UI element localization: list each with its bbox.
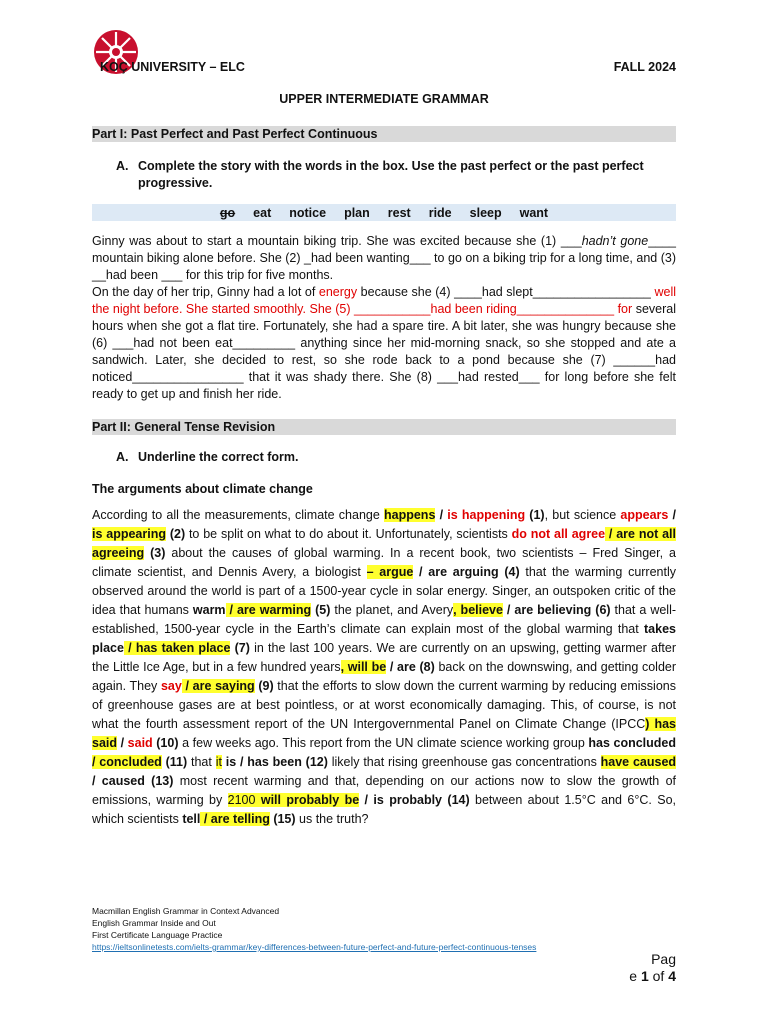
page-number [629, 951, 676, 985]
option-text: / is probably [359, 793, 443, 807]
option-highlighted: / are saying [181, 679, 255, 693]
question-number: (5) [311, 603, 331, 617]
option-highlighted: – argue [366, 565, 414, 579]
passage-text: that the warming currently observed around the world is part of a 1500-year cycle in solar energy. Singer, an outspoken critic of the idea that humans [92, 565, 676, 617]
question-number: (3) [144, 546, 166, 560]
option-highlighted: is appearing [92, 527, 166, 541]
document-header [92, 26, 676, 78]
option-text: has concluded [588, 736, 677, 750]
passage-title: The arguments about climate change [92, 482, 313, 496]
option-red: do not all agree [511, 527, 606, 541]
passage-text: According to all the measurements, climate change [92, 508, 384, 522]
part2-instruction [92, 449, 676, 466]
word-box-item: go [219, 205, 236, 220]
word-box-item: eat [253, 205, 272, 220]
passage-text: about the causes of global warming. In a recent book, two scientists – Fred Singer, a climate scientist, and Dennis Avery, a biologist [92, 546, 676, 579]
option-highlighted: will probably be [255, 793, 360, 807]
option-red: say [160, 679, 182, 693]
passage-text: most recent warming and that, depending on our actions now to slow the growth of emissions, warming by [92, 774, 676, 807]
part1-heading: Part I: Past Perfect and Past Perfect Continuous [92, 126, 676, 142]
question-number: (15) [269, 812, 296, 826]
word-box-item: ride [428, 205, 452, 220]
question-number: (4) [498, 565, 520, 579]
option-text: tell [182, 812, 201, 826]
part2-heading: Part II: General Tense Revision [92, 419, 676, 435]
option-highlighted: / concluded [92, 755, 162, 769]
passage-text: a few weeks ago. This report from the UN climate science working group [178, 736, 589, 750]
option-highlighted: , will be [340, 660, 387, 674]
word-box [92, 204, 676, 221]
option-highlighted: / are warming [225, 603, 312, 617]
option-highlighted: have caused [600, 755, 677, 769]
question-number: (11) [161, 755, 188, 769]
passage-text: that a well-established, 1500-year cycle in the Earth’s climate can explain most of the global warming that [92, 603, 677, 636]
story-text: On the day of her trip, Ginny had a lot of [92, 285, 319, 299]
climate-paragraph [92, 506, 676, 829]
passage-text: that [187, 755, 216, 769]
option-text: / caused [92, 774, 145, 788]
option-highlighted: happens [384, 508, 436, 522]
option-slash: / [435, 508, 448, 522]
option-slash: / [668, 508, 677, 522]
passage-text: in the last 100 years. We are currently on an upswing, getting warmer after the Little Ice Age, but in a few hundred years [92, 641, 677, 674]
page-label-suffix: e [629, 968, 641, 984]
question-number: (7) [230, 641, 250, 655]
option-highlighted: / has taken place [123, 641, 231, 655]
option-text: / are believing [502, 603, 592, 617]
question-number: (6) [591, 603, 611, 617]
option-text: / are [386, 660, 416, 674]
passage-text: , but science [544, 508, 621, 522]
option-highlighted: ) has said [92, 717, 676, 750]
question-number: (14) [442, 793, 470, 807]
story-text: several hours when she got a flat tire. Fortunately, she had a spare tire. A bit later, she was hungry because she (6) ___had not been eat_________ anything since her mid-morning snack, so she stopped and ate a sandwich. Later, she decided to rest, so she rode back to a pond because she (7) ______had noticed________________ that it was shady there. She (8) ___had rested___ for long before she felt ready to get up and finish her ride. [92, 302, 676, 401]
word-box-item: notice [289, 205, 327, 220]
option-text: is / has been [221, 755, 302, 769]
option-slash: / [117, 736, 128, 750]
option-red: appears [620, 508, 669, 522]
question-number: (1) [525, 508, 545, 522]
university-name: KOÇ UNIVERSITY – ELC [100, 60, 245, 74]
option-red: is happening [447, 508, 526, 522]
instruction-label: A. [116, 450, 129, 464]
passage-text: likely that rising greenhouse gas concentrations [327, 755, 601, 769]
option-text: / are arguing [413, 565, 499, 579]
story-text: ____ mountain biking alone before. She (2) _had been wanting___ to go on a biking trip for a long time, and (3) __had been ___ for this trip for five months. [92, 234, 676, 282]
option-red: said [127, 736, 153, 750]
instruction-text: Underline the correct form. [138, 450, 299, 464]
document-page [92, 26, 676, 829]
reference-link[interactable]: https://ieltsonlinetests.com/ielts-grammar/key-differences-between-future-perfect-and-future-perfect-continuous-tenses [92, 942, 537, 952]
current-page: 1 [640, 968, 649, 984]
word-box-item: want [519, 205, 549, 220]
reference-item: English Grammar Inside and Out [92, 918, 216, 928]
option-highlighted: / are not all agreeing [92, 527, 677, 560]
reference-item: First Certificate Language Practice [92, 930, 223, 940]
document-title: UPPER INTERMEDIATE GRAMMAR [279, 92, 489, 106]
reference-item: Macmillan English Grammar in Context Advanced [92, 906, 280, 916]
question-number: (8) [415, 660, 435, 674]
question-number: (12) [301, 755, 328, 769]
option-text: takes place [92, 622, 676, 655]
passage-text: to be split on what to do about it. Unfortunately, scientists [185, 527, 512, 541]
term-label: FALL 2024 [613, 60, 676, 74]
passage-text: between about 1.5°C and 6°C. So, which scientists [92, 793, 676, 826]
instruction-label: A. [116, 159, 129, 173]
passage-text: us the truth? [295, 812, 369, 826]
story-text: Ginny was about to start a mountain biking trip. She was excited because she (1) ___ [92, 234, 582, 248]
option-highlighted: / are telling [200, 812, 270, 826]
story-red-word: energy [318, 285, 358, 299]
page-label-prefix: Pag [651, 951, 676, 967]
page-count [629, 968, 676, 985]
story-text: because she (4) ____had slept_________________ [357, 285, 655, 299]
passage-text: back on the downswing, and getting colder again. They [92, 660, 677, 693]
highlighted-word: 2100 [227, 793, 256, 807]
story-paragraph [92, 233, 676, 403]
word-box-item: sleep [469, 205, 502, 220]
example-answer: hadn’t gone [581, 234, 649, 248]
option-highlighted: , believe [453, 603, 503, 617]
question-number: (10) [152, 736, 179, 750]
question-number: (9) [254, 679, 274, 693]
part1-instruction [92, 158, 676, 192]
page-of: of [648, 968, 669, 984]
passage-text: that the efforts to slow down the current warming by reducing emissions of greenhouse gases are at best pointless, or at worst economically damaging. This, of course, is not what the fourth assessment report of the UN Intergovernmental Panel on Climate Change (IPCC [92, 679, 676, 731]
word-box-item: plan [344, 205, 370, 220]
question-number: (2) [166, 527, 186, 541]
instruction-text: Complete the story with the words in the box. Use the past perfect or the past perfect progressive. [138, 159, 644, 190]
question-number: (13) [144, 774, 174, 788]
references [92, 905, 536, 953]
passage-text: the planet, and Avery [330, 603, 454, 617]
option-text: warm [192, 603, 226, 617]
highlighted-word: it [215, 755, 222, 769]
word-box-item: rest [387, 205, 411, 220]
total-pages: 4 [668, 968, 676, 984]
story-red-text: well the night before. She started smoothly. She (5) ___________had been riding______________ for [92, 285, 677, 316]
